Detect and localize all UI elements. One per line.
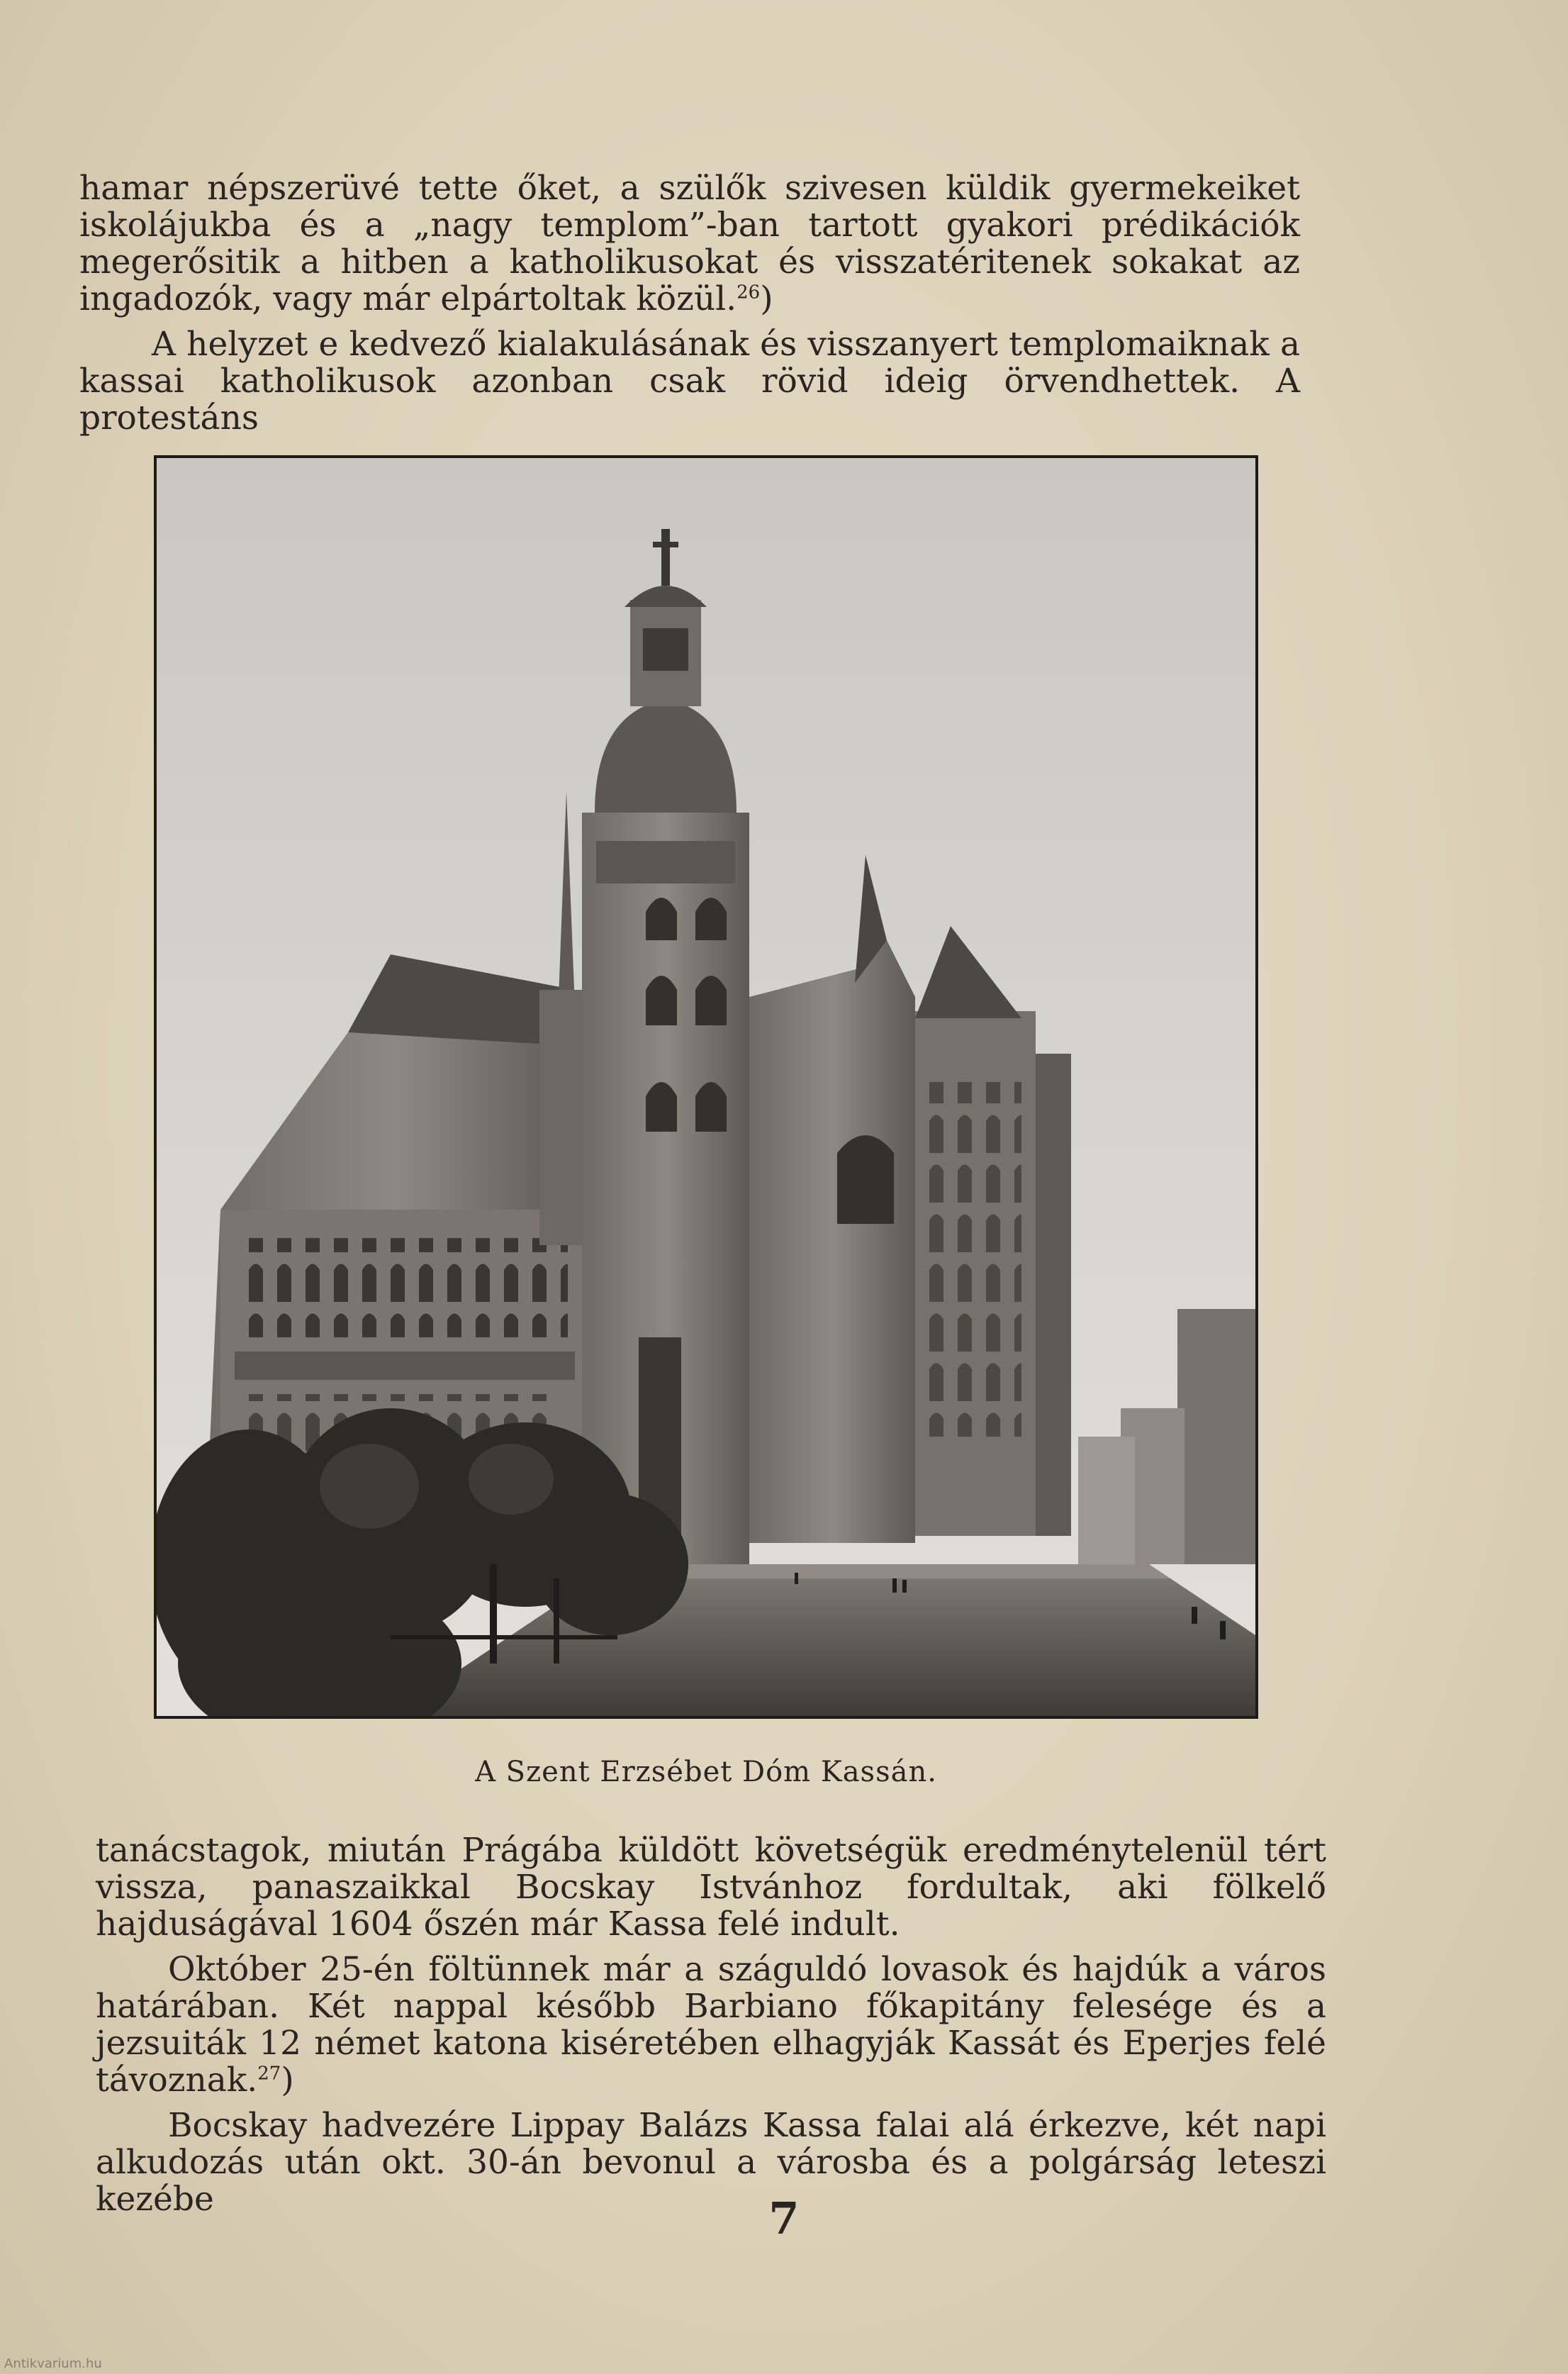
footnote-26: 26 <box>737 282 761 303</box>
figure-caption: A Szent Erzsébet Dóm Kassán. <box>475 1756 937 1788</box>
watermark-text: Antikvarium.hu <box>4 2356 102 2371</box>
paragraph-3: tanácstagok, miután Prágába küldött követségük eredménytelenül tért vissza, panaszaikkal Bocskay Istvánhoz fordultak, aki fölkelő hajduságával 1604 őszén már Kassa felé indult. <box>96 1831 1326 1944</box>
paragraph-4: Október 25-én föltünnek már a száguldó lovasok és hajdúk a város határában. Két nappal később Barbiano főkapitány felesége és a jezsuiták 12 német katona kiséretében elhagyják Kassát és Eperjes felé távoznak.$^{27}$) <box>96 1950 1326 2100</box>
cathedral-photo <box>154 455 1258 1719</box>
paragraph-2: A helyzet e kedvező kialakulásának és visszanyert templomaiknak a kassai katholikusok azonban csak rövid ideig örvendhettek. A protestáns <box>79 325 1300 438</box>
page-number: 7 <box>768 2192 800 2244</box>
paragraph-5: Bocskay hadvezére Lippay Balázs Kassa falai alá érkezve, két napi alkudozás után okt. 30-án bevonul a városba és a polgárság leteszi kezébe <box>96 2106 1326 2219</box>
top-text-block <box>79 170 1300 437</box>
bottom-text-block <box>96 1832 1326 2218</box>
footnote-27: 27 <box>257 2063 281 2085</box>
paragraph-1: hamar népszerüvé tette őket, a szülők szivesen küldik gyermekeiket iskolájukba és a „nagy templom”-ban tartott gyakori prédikációk megerősitik a hitben a katholikusokat és visszatéritenek sokakat az ingadozók, vagy már elpártoltak közül.$^{26}$) <box>79 169 1300 318</box>
